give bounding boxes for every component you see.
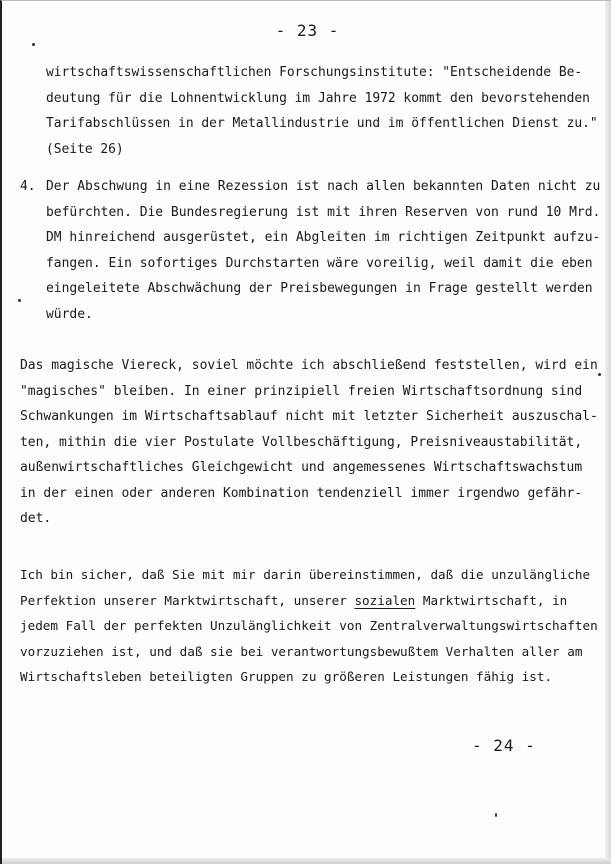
item-number: 4. [20,179,36,194]
scan-speck [32,43,35,46]
next-page-indicator: - 24 - [472,736,536,755]
paragraph-magic-square [20,353,598,532]
text-line: fangen. Ein sofortiges Durchstarten wäre voreilig, weil damit die eben [46,255,593,271]
paragraph-conclusion [20,562,598,690]
page-edge-shadow-right [605,1,611,864]
text-line [20,588,598,614]
text-line: Schwankungen im Wirtschaftsablauf nicht mit letzter Sicherheit auszuschal- [20,409,598,424]
text-line: DM hinreichend ausgerüstet, ein Abgleiten im richtigen Zeitpunkt aufzu- [46,230,601,245]
underlined-word: sozialen [354,592,416,608]
text-line: würde. [46,306,93,322]
text-line: ten, mithin die vier Postulate Vollbeschäftigung, Preisniveaustabilität, [20,434,583,450]
numbered-item-4 [20,174,600,327]
text-line: Tarifabschlüssen in der Metallindustrie und im öffentlichen Dienst zu." [46,116,598,131]
text-line: Ich bin sicher, daß Sie mit mir darin übereinstimmen, daß die unzulängliche [20,567,591,582]
text-line: deutung für die Lohnentwicklung im Jahre 1972 kommt den bevorstehenden [46,90,590,106]
text-line: in der einen oder anderen Kombination tendenziell immer irgendwo gefähr- [20,485,583,501]
text-line: det. [20,511,52,526]
text-segment: Perfektion unserer Marktwirtschaft, unserer [20,592,355,608]
page-edge-shadow-bottom [2,858,611,864]
text-line: Das magische Viereck, soviel möchte ich abschließend feststellen, wird ein [20,358,598,373]
text-line: (Seite 26) [46,141,124,157]
quote-block [46,60,598,162]
text-line: befürchten. Die Bundesregierung ist mit ihren Reserven von rund 10 Mrd. [46,204,601,220]
text-line [20,174,600,200]
text-segment: Marktwirtschaft, in [415,592,568,608]
text-line: eingeleitete Abschwächung der Preisbewegungen in Frage gestellt werden [46,281,593,296]
text-line: vorzuziehen ist, und daß sie bei verantwortungsbewußtem Verhalten aller am [20,643,583,659]
item-text: Der Abschwung in eine Rezession ist nach allen bekannten Daten nicht zu [46,179,601,194]
page-number: - 23 - [275,21,340,40]
text-line: außenwirtschaftliches Gleichgewicht und angemessenes Wirtschaftswachstum [20,460,583,475]
text-line: "magisches" bleiben. In einer prinzipiell freien Wirtschaftsordnung sind [20,383,583,399]
text-line: jedem Fall der perfekten Unzulänglichkeit von Zentralverwaltungswirtschaften [20,618,598,633]
scan-speck [495,813,497,817]
text-line: Wirtschaftsleben beteiligten Gruppen zu größeren Leistungen fähig ist. [20,669,553,684]
scan-speck [598,373,601,376]
text-line: wirtschaftswissenschaftlichen Forschungsinstitute: "Entscheidende Be- [46,65,583,80]
